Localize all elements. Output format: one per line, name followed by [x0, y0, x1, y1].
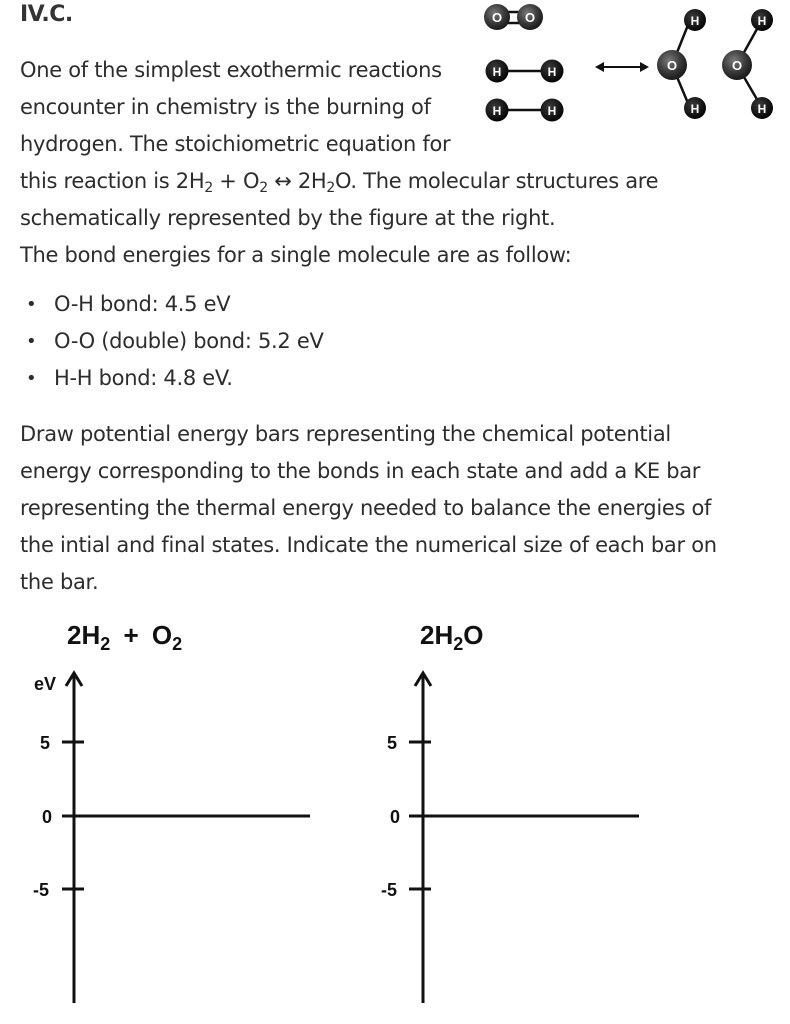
chart-products-axes[interactable] — [381, 673, 639, 1003]
intro-line: The bond energies for a single molecule are as follow: — [20, 243, 572, 267]
chart-title-products: $2H_2O$ — [420, 620, 484, 654]
svg-text:O: O — [491, 10, 503, 25]
svg-text:H: H — [492, 104, 502, 118]
tick-label: 5 — [40, 733, 51, 753]
task-line: the intial and final states. Indicate the numerical size of each bar on — [20, 533, 717, 557]
task-line: Draw potential energy bars representing the chemical potential — [20, 422, 671, 446]
chart-title-reactants: $2H_2 + O_2$ — [67, 620, 183, 654]
equation-text: ↔ 2H — [267, 169, 327, 193]
task-line: the bar. — [20, 570, 99, 594]
svg-text:H: H — [757, 102, 767, 116]
equation-text: + O — [212, 169, 260, 193]
intro-line: encounter in chemistry is the burning of — [20, 95, 431, 119]
list-item: • H-H bond: 4.8 eV. — [24, 360, 324, 397]
list-item: • O-O (double) bond: 5.2 eV — [24, 323, 324, 360]
svg-text:H: H — [547, 65, 557, 79]
section-label: IV.C. — [20, 2, 73, 27]
svg-text:H: H — [690, 102, 700, 116]
svg-text:O: O — [731, 58, 743, 73]
tick-label: 0 — [390, 807, 401, 827]
subscript: 2 — [259, 180, 268, 196]
svg-text:O: O — [524, 10, 536, 25]
svg-text:H: H — [690, 14, 700, 28]
tick-label: -5 — [381, 880, 398, 900]
svg-text:H: H — [547, 104, 557, 118]
task-line: representing the thermal energy needed to balance the energies of — [20, 496, 712, 520]
subscript: 2 — [326, 180, 336, 196]
tick-label: 0 — [42, 807, 53, 827]
y-axis-label: eV — [34, 674, 57, 694]
svg-text:O: O — [666, 58, 678, 73]
tick-label: 5 — [387, 733, 398, 753]
subscript: 2 — [204, 180, 213, 196]
svg-text:H: H — [757, 14, 767, 28]
chart-reactants-axes[interactable] — [33, 673, 310, 1003]
intro-line: schematically represented by the figure at the right. — [20, 206, 556, 230]
tick-label: -5 — [33, 880, 50, 900]
list-item: • O-H bond: 4.5 eV — [24, 286, 324, 323]
intro-line: One of the simplest exothermic reactions — [20, 58, 442, 82]
equation-text: O. The molecular structures are — [335, 169, 659, 193]
task-line: energy corresponding to the bonds in each state and add a KE bar — [20, 459, 701, 483]
svg-text:H: H — [492, 65, 502, 79]
intro-line: hydrogen. The stoichiometric equation for — [20, 132, 451, 156]
equation-text: this reaction is 2H — [20, 169, 205, 193]
